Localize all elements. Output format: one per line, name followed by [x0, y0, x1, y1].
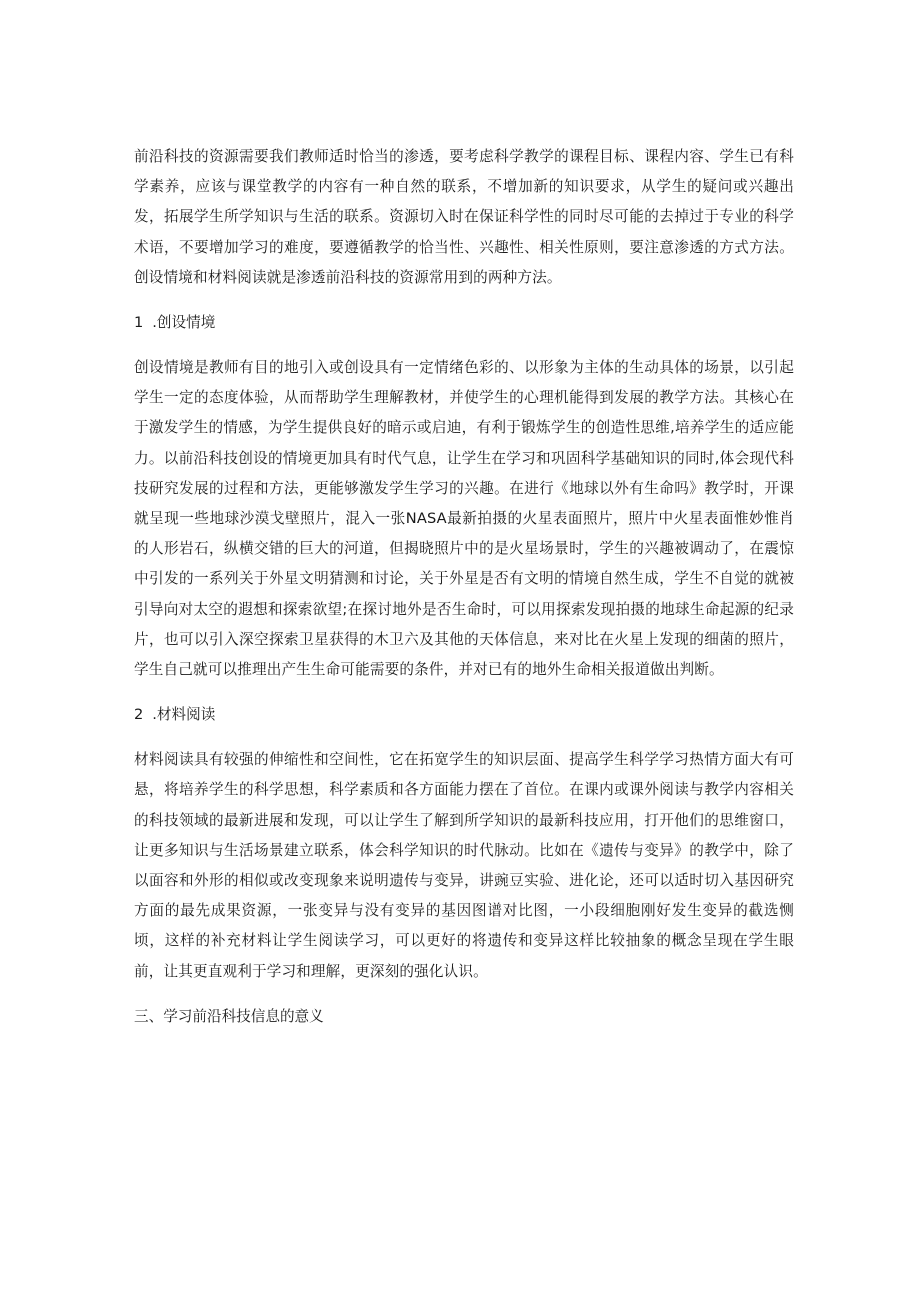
section-title-1: .创设情境 [152, 314, 216, 332]
section-heading-3: 三、学习前沿科技信息的意义 [134, 1007, 324, 1025]
document-page [134, 142, 794, 1032]
section-number-2: 2 [134, 706, 144, 724]
section1-paragraph: 创设情境是教师有目的地引入或创设具有一定情绪色彩的、以形象为主体的生动具体的场景，以引起学生一定的态度体验，从而帮助学生理解教材，并使学生的心理机能得到发展的教学方法。其核心在于激发学生的情感，为学生提供良好的暗示或启迪，有利于锻炼学生的创造性思维,培养学生的适应能力。以前沿科技创设的情境更加具有时代气息，让学生在学习和巩固科学基础知识的同时,体会现代科技研究发展的过程和方法，更能够激发学生学习的兴趣。在进行《地球以外有生命吗》教学时，开课就呈现一些地球沙漠戈壁照片，混入一张NASA最新拍摄的火星表面照片，照片中火星表面惟妙惟肖的人形岩石，纵横交错的巨大的河道，但揭晓照片中的是火星场景时，学生的兴趣被调动了，在震惊中引发的一系列关于外星文明猜测和讨论，关于外星是否有文明的情境自然生成，学生不自觉的就被引导向对太空的遐想和探索欲望;在探讨地外是否生命时，可以用探索发现拍摄的地球生命起源的纪录片，也可以引入深空探索卫星获得的木卫六及其他的天体信息，来对比在火星上发现的细菌的照片，学生自己就可以推理出产生生命可能需要的条件，并对已有的地外生命相关报道做出判断。 [134, 359, 794, 679]
section-title-2: .材料阅读 [152, 706, 216, 724]
section-heading-2 [134, 700, 794, 730]
intro-paragraph: 前沿科技的资源需要我们教师适时恰当的渗透，要考虑科学教学的课程目标、课程内容、学生已有科学素养，应该与课堂教学的内容有一种自然的联系，不增加新的知识要求，从学生的疑问或兴趣出发，拓展学生所学知识与生活的联系。资源切入时在保证科学性的同时尽可能的去掉过于专业的科学术语，不要增加学习的难度，要遵循教学的恰当性、兴趣性、相关性原则，要注意渗透的方式方法。创设情境和材料阅读就是渗透前沿科技的资源常用到的两种方法。 [134, 148, 794, 286]
section2-paragraph: 材料阅读具有较强的伸缩性和空间性，它在拓宽学生的知识层面、提高学生科学学习热情方面大有可悬，将培养学生的科学思想，科学素质和各方面能力摆在了首位。在课内或课外阅读与教学内容相关的科技领域的最新进展和发现，可以让学生了解到所学知识的最新科技应用，打开他们的思维窗口，让更多知识与生活场景建立联系，体会科学知识的时代脉动。比如在《遗传与变异》的教学中，除了以面容和外形的相似或改变现象来说明遗传与变异，讲豌豆实验、进化论，还可以适时切入基因研究方面的最先成果资源，一张变异与没有变异的基因图谱对比图，一小段细胞刚好发生变异的截选恻顷，这样的补充材料让学生阅读学习，可以更好的将遗传和变异这样比较抽象的概念呈现在学生眼前，让其更直观利于学习和理解，更深刻的强化认识。 [134, 751, 794, 980]
section-number-1: 1 [134, 314, 144, 332]
section-heading-1 [134, 308, 794, 338]
